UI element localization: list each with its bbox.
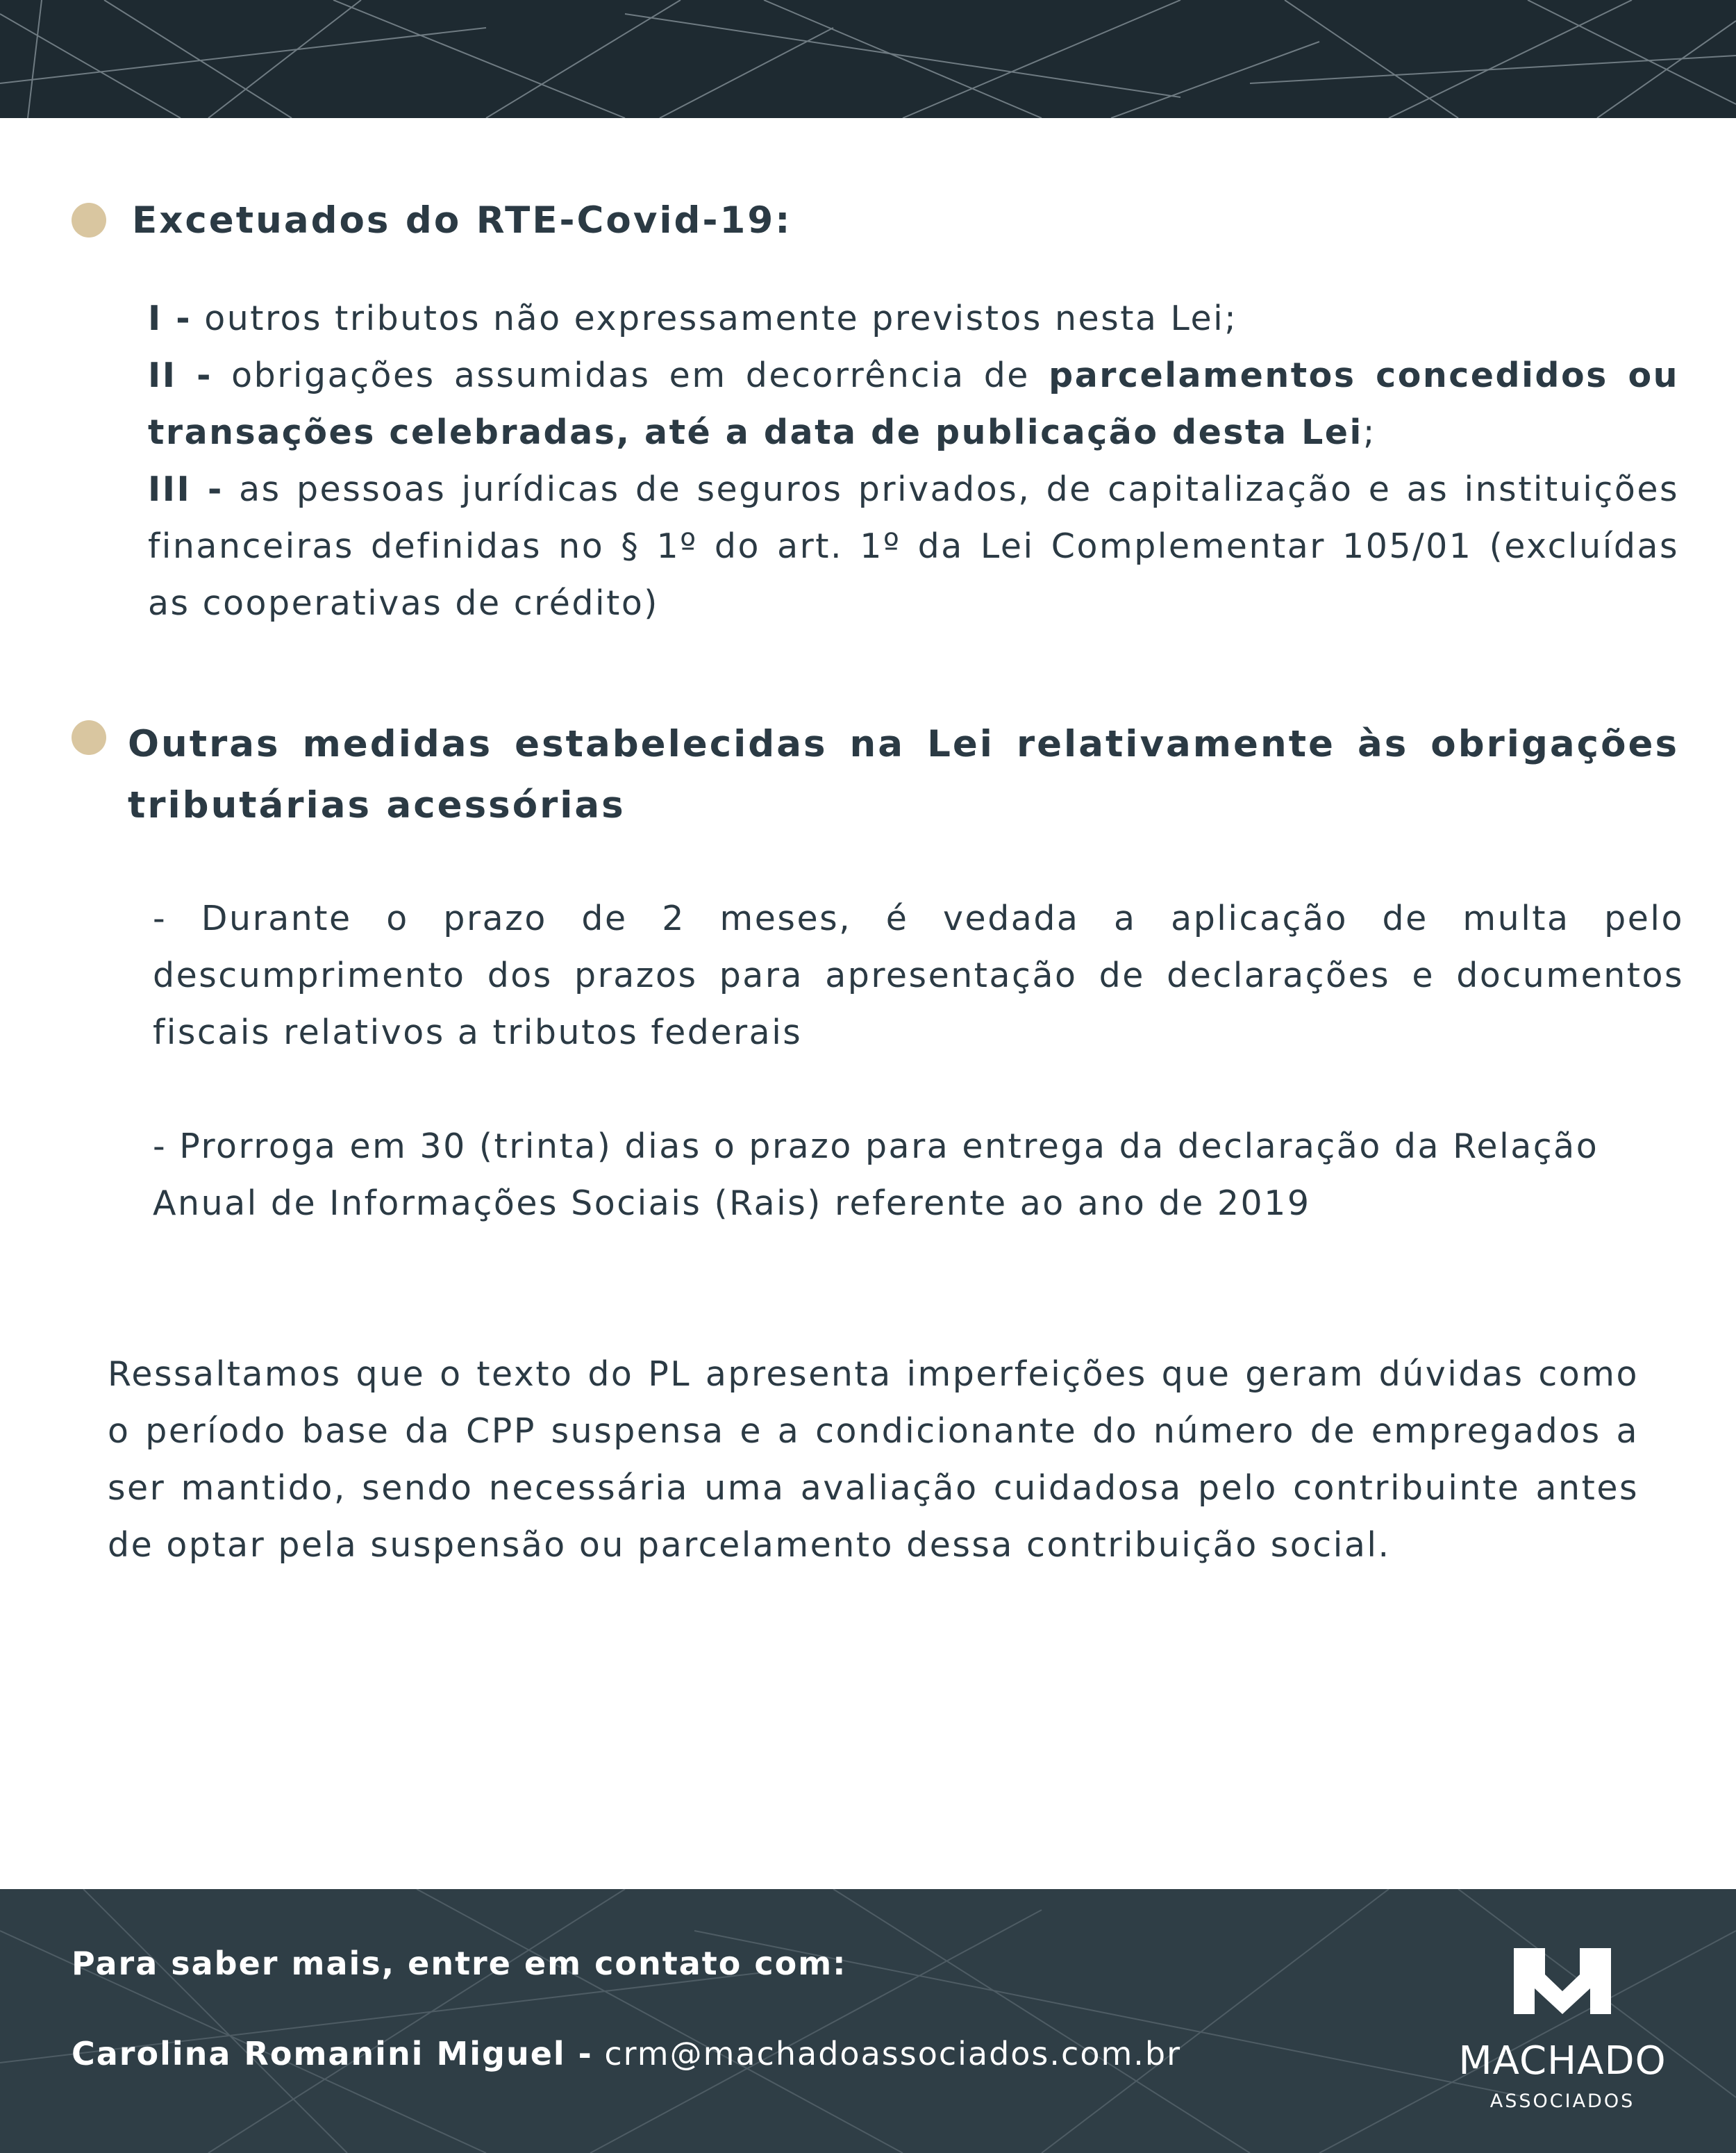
measure-item-1: - Durante o prazo de 2 meses, é vedada a aplicação de multa pelo descumprimento dos prazos para apresentação de declarações e documentos fiscais relativos a tributos federais — [153, 899, 1684, 1052]
logo-mark-icon — [1514, 1948, 1611, 2014]
bullet-dot — [72, 203, 106, 238]
item-label: III - — [148, 469, 224, 509]
item-text: as pessoas jurídicas de seguros privados, de capitalização e as instituições financeiras definidas no § 1º do art. 1º da Lei Complementar 105/01 (excluídas as cooperativas de crédito) — [148, 469, 1680, 623]
header-band — [0, 0, 1736, 118]
section-exceptions-title: Excetuados do RTE-Covid-19: — [132, 199, 792, 242]
measure-item-2: - Prorroga em 30 (trinta) dias o prazo para entrega da declaração da Relação Anual de Informações Sociais (Rais) referente ao ano de 2019 — [153, 1127, 1599, 1223]
contact-name: Carolina Romanini Miguel - — [72, 2035, 593, 2072]
item-label: I - — [148, 299, 192, 338]
item-text: outros tributos não expressamente previstos nesta Lei; — [204, 299, 1238, 338]
exception-item-1 — [148, 290, 1679, 347]
item-bold-text: parcelamentos concedidos ou transações celebradas, até a data de publicação desta Lei — [148, 356, 1679, 452]
contact-prompt: Para saber mais, entre em contato com: — [72, 1945, 847, 1982]
item-end: ; — [1362, 413, 1376, 452]
geometric-lines-decoration — [0, 0, 1736, 118]
contact-email-link[interactable]: crm@machadoassociados.com.br — [604, 2035, 1182, 2072]
closing-paragraph: Ressaltamos que o texto do PL apresenta imperfeições que geram dúvidas como o período base da CPP suspensa e a condicionante do número de empregados a ser mantido, sendo necessária uma avaliação cuidadosa pelo contribuinte antes de optar pela suspensão ou parcelamento dessa contribuição social. — [108, 1354, 1639, 1565]
item-text: obrigações assumidas em decorrência de — [231, 356, 1030, 395]
item-label: II - — [148, 356, 212, 395]
section-measures-title: Outras medidas estabelecidas na Lei relativamente às obrigações tributárias acessórias — [128, 723, 1679, 826]
bullet-dot — [72, 720, 106, 755]
logo-sub: ASSOCIADOS — [1489, 2090, 1635, 2112]
exception-item-2 — [148, 347, 1679, 461]
exception-item-3 — [148, 461, 1679, 632]
logo-name: MACHADO — [1458, 2038, 1667, 2084]
contact-line — [72, 2035, 1181, 2072]
exceptions-list — [148, 290, 1679, 632]
machado-associados-logo — [1451, 1948, 1674, 2115]
